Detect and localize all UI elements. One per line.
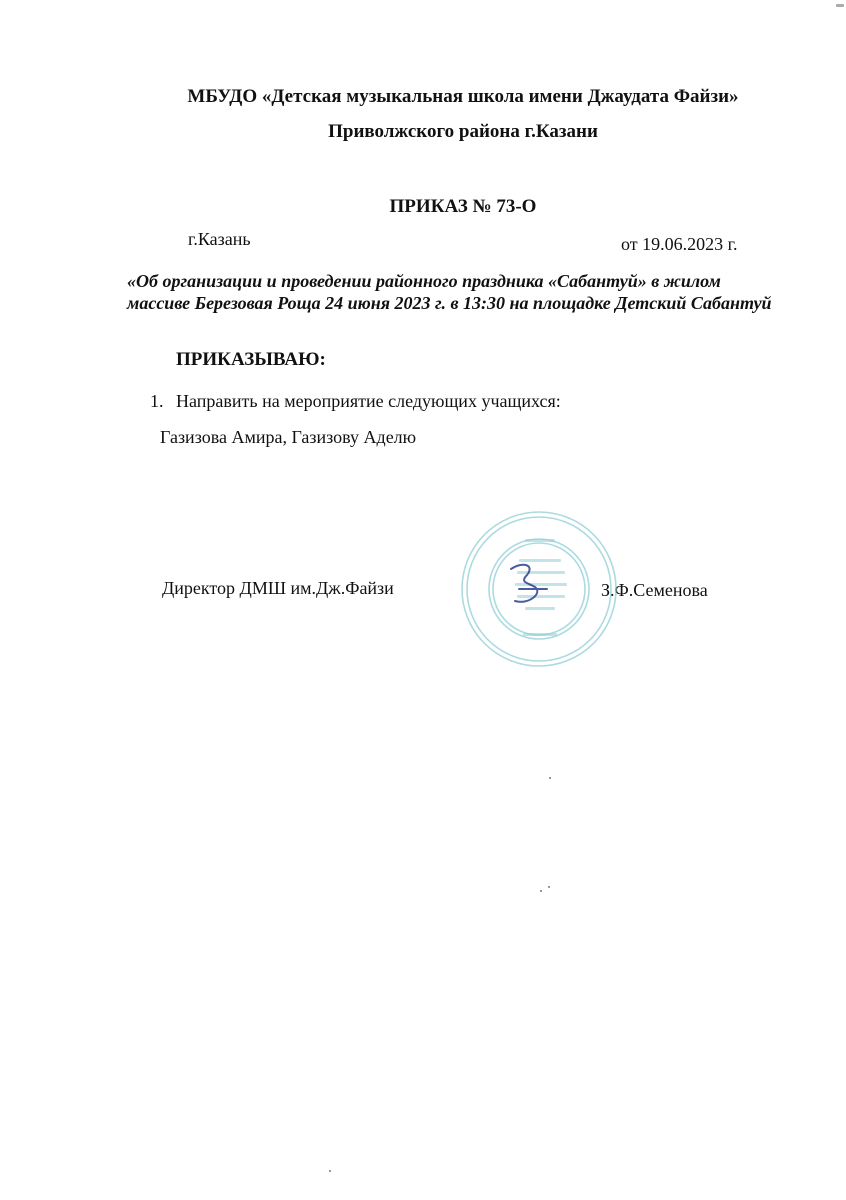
scan-speck (549, 777, 551, 779)
official-stamp (459, 509, 619, 669)
order-directive: ПРИКАЗЫВАЮ: (176, 349, 326, 370)
organization-name: МБУДО «Детская музыкальная школа имени Джаудата Файзи» (187, 86, 739, 107)
list-item-text: Направить на мероприятие следующих учащихся: (176, 391, 561, 411)
order-date: от 19.06.2023 г. (621, 234, 738, 254)
list-item-number: 1. (150, 391, 164, 411)
scan-speck (836, 4, 844, 7)
order-subject: «Об организации и проведении районного праздника «Сабантуй» в жилом массиве Березовая Роща 24 июня 2023 г. в 13:30 на площадке Детский Сабантуй (127, 271, 772, 313)
signer-name: З.Ф.Семенова (601, 580, 708, 600)
list-item (150, 391, 561, 412)
scan-speck (548, 886, 550, 888)
organization-district: Приволжского района г.Казани (328, 121, 598, 142)
signer-position: Директор ДМШ им.Дж.Файзи (162, 578, 394, 598)
order-city: г.Казань (188, 229, 251, 249)
scan-speck (329, 1170, 331, 1172)
students-list: Газизова Амира, Газизову Аделю (160, 427, 417, 447)
scan-speck (540, 890, 542, 892)
order-title: ПРИКАЗ № 73-О (389, 196, 537, 217)
